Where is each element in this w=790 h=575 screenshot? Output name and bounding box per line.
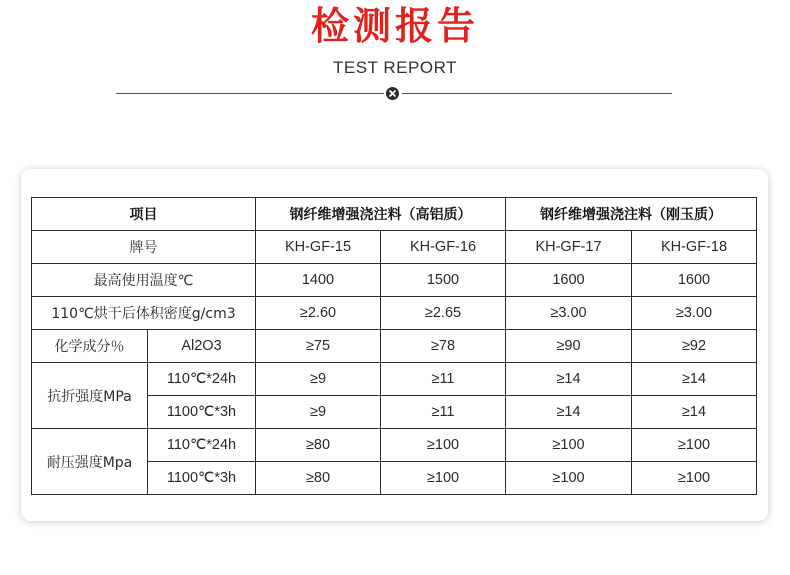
table-row-compressive-1 [32, 429, 757, 462]
row-label: 耐压强度Mpa [32, 429, 148, 495]
cell: 1500 [381, 264, 506, 297]
row-sublabel: Al2O3 [148, 330, 256, 363]
cell: ≥75 [256, 330, 381, 363]
cell: 1600 [632, 264, 757, 297]
header-group-high-alumina: 钢纤维增强浇注料（高铝质） [256, 198, 506, 231]
cell: ≥100 [632, 429, 757, 462]
cell: 1400 [256, 264, 381, 297]
cell: ≥2.60 [256, 297, 381, 330]
cell: ≥14 [632, 396, 757, 429]
x-cross-icon [385, 86, 400, 101]
cell: ≥80 [256, 429, 381, 462]
cell: KH-GF-17 [506, 231, 632, 264]
table-row-flexural-1 [32, 363, 757, 396]
cell: ≥100 [506, 462, 632, 495]
test-report-table [31, 197, 757, 495]
header-group-corundum: 钢纤维增强浇注料（刚玉质） [506, 198, 757, 231]
page-title: 检测报告 [310, 4, 479, 48]
cell: ≥3.00 [632, 297, 757, 330]
cell: KH-GF-16 [381, 231, 506, 264]
table-header-row [32, 198, 757, 231]
cell: ≥92 [632, 330, 757, 363]
cell: ≥78 [381, 330, 506, 363]
row-sublabel: 110℃*24h [148, 363, 256, 396]
row-label: 抗折强度MPa [32, 363, 148, 429]
cell: 1600 [506, 264, 632, 297]
cell: ≥11 [381, 396, 506, 429]
cell: ≥100 [632, 462, 757, 495]
divider-line-right [402, 93, 672, 94]
row-label: 化学成分％ [32, 330, 148, 363]
cell: KH-GF-18 [632, 231, 757, 264]
cell: ≥9 [256, 396, 381, 429]
table-row-chemical [32, 330, 757, 363]
row-label: 最高使用温度℃ [32, 264, 256, 297]
divider-line-left [116, 93, 384, 94]
cell: ≥3.00 [506, 297, 632, 330]
cell: KH-GF-15 [256, 231, 381, 264]
row-sublabel: 1100℃*3h [148, 396, 256, 429]
cell: ≥9 [256, 363, 381, 396]
decorative-fineprint [60, 110, 730, 130]
table-row-max-temp [32, 264, 757, 297]
cell: ≥14 [632, 363, 757, 396]
cell: ≥90 [506, 330, 632, 363]
cell: ≥14 [506, 396, 632, 429]
page-subtitle: TEST REPORT [333, 58, 457, 77]
cell: ≥14 [506, 363, 632, 396]
header-item: 项目 [32, 198, 256, 231]
row-sublabel: 1100℃*3h [148, 462, 256, 495]
table-row-density [32, 297, 757, 330]
cell: ≥2.65 [381, 297, 506, 330]
cell: ≥100 [381, 462, 506, 495]
cell: ≥100 [506, 429, 632, 462]
table-row-brand [32, 231, 757, 264]
cell: ≥100 [381, 429, 506, 462]
row-sublabel: 110℃*24h [148, 429, 256, 462]
row-label: 牌号 [32, 231, 256, 264]
cell: ≥80 [256, 462, 381, 495]
row-label: 110℃烘干后体积密度g/cm3 [32, 297, 256, 330]
cell: ≥11 [381, 363, 506, 396]
